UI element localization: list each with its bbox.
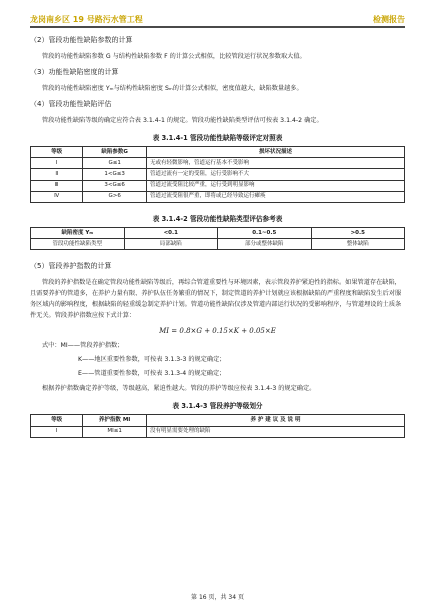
table-header-row — [31, 415, 405, 426]
table-header-cell: 损坏状况描述 — [146, 147, 404, 158]
table-row — [31, 158, 405, 169]
page-number-footer: 第 16 页，共 34 页 — [191, 594, 244, 601]
page-content — [30, 36, 405, 438]
table-cell: 管段功能性缺陷类型 — [31, 239, 125, 250]
section-2-paragraph: 管段的功能性缺陷参数 G 与结构性缺陷参数 F 的计算公式相似，比较管段运行状况参数取大值。 — [42, 53, 306, 60]
table-cell: Ⅲ — [31, 180, 83, 191]
table-header-row — [31, 147, 405, 158]
table-2-caption: 表 3.1.4-2 管段功能性缺陷类型评估参考表 — [152, 214, 283, 223]
header-report-type: 检测报告 — [373, 15, 405, 24]
table-cell: 管道过流受阻很严重，即将或已经导致运行瘫痪 — [146, 191, 404, 202]
table-cell: 无或有轻微影响，管道运行基本不受影响 — [146, 158, 404, 169]
table-cell: 管道过流有一定的受阻，运行受影响不大 — [146, 169, 404, 180]
table-row — [31, 227, 405, 238]
table-cell: MI≤1 — [83, 426, 147, 437]
table-header-cell: 养护指数 MI — [83, 415, 147, 426]
table-header-cell: 等级 — [31, 147, 83, 158]
table-cell: G≤1 — [83, 158, 147, 169]
table-row — [31, 239, 405, 250]
maintenance-index-formula: MI = 0.8×G + 0.15×K + 0.05×E — [159, 327, 276, 336]
defect-grade-table — [30, 146, 405, 203]
table-header-cell: 养 护 建 议 及 说 明 — [146, 415, 404, 426]
section-3-heading: （3）功能性缺陷密度的计算 — [30, 68, 119, 76]
table-row — [31, 191, 405, 202]
section-2-heading: （2）管段功能性缺陷参数的计算 — [30, 36, 133, 44]
table-3-caption: 表 3.1.4-3 管段养护等级划分 — [172, 402, 263, 411]
table-cell: 部分或整体缺陷 — [218, 239, 312, 250]
table-cell: Ⅰ — [31, 158, 83, 169]
section-4-paragraph: 管段功能性缺陷等级的确定应符合表 3.1.4-1 的规定。管段功能性缺陷类型评估可按表 3.1.4-2 确定。 — [42, 117, 323, 124]
section-3-paragraph: 管段的功能性缺陷密度 Yₘ与结构性缺陷密度 Sₘ的计算公式相似，密度值越大，缺陷数量越多。 — [42, 85, 303, 92]
section-5-paragraph-2: 根据养护指数确定养护等级，等级越高，紧迫性越大。管段的养护等级应按表 3.1.4-3 的规定确定。 — [42, 385, 316, 393]
table-1-caption: 表 3.1.4-1 管段功能性缺陷等级评定对照表 — [152, 134, 283, 142]
table-cell: G>6 — [83, 191, 147, 202]
table-cell: 3<G≤6 — [83, 180, 147, 191]
table-row — [31, 426, 405, 437]
section-5-paragraph: 管段的养护指数是在确定管段功能性缺陷等级后，再综合管道重要性与环境因素，表示管段养护紧迫性的指标。如果管道存在缺陷，且需要养护的管道多，在养护力量有限、养护队伍任务繁重的情况下，制定管道的养护计划就应该根据缺陷的严重程度和缺陷发生后对服务区域内的影响程度，根据缺陷的轻重缓急制定养护计划。管道功能性缺陷仅涉及管道内部运行状况的受影响程序，与管道埋设的土质条件无关。管段养护指数应按下式计算： — [30, 279, 402, 320]
table-cell: Ⅳ — [31, 191, 83, 202]
table-header-cell: 等级 — [31, 415, 83, 426]
table-cell: >0.5 — [311, 227, 405, 238]
table-header-cell: 缺陷参数G — [83, 147, 147, 158]
page-header — [30, 14, 405, 28]
formula-definition-e: E——管道重要性参数，可按表 3.1.3-4 的规定确定； — [78, 370, 226, 378]
table-cell: Ⅱ — [31, 169, 83, 180]
table-cell: 1<G≤3 — [83, 169, 147, 180]
table-cell: <0.1 — [124, 227, 218, 238]
maintenance-grade-table — [30, 414, 405, 437]
section-5-heading: （5）管段养护指数的计算 — [30, 262, 112, 271]
table-cell: 没有明显需要处理的缺陷 — [146, 426, 404, 437]
formula-definition-k: K——地区重要性参数，可按表 3.1.3-3 的规定确定； — [78, 356, 226, 364]
formula-definition-mi: 式中：MI——管段养护指数； — [42, 342, 124, 350]
table-row — [31, 180, 405, 191]
table-cell: Ⅰ — [31, 426, 83, 437]
table-cell: 缺陷密度 Yₘ — [31, 227, 125, 238]
table-cell: 局部缺陷 — [124, 239, 218, 250]
header-project-title: 龙岗南乡区 19 号路污水管工程 — [30, 15, 143, 24]
table-cell: 整体缺陷 — [311, 239, 405, 250]
section-4-heading: （4）管段功能性缺陷评估 — [30, 100, 112, 108]
defect-type-table — [30, 227, 405, 250]
table-cell: 0.1~0.5 — [218, 227, 312, 238]
table-cell: 管道过流受阻比较严重，运行受到明显影响 — [146, 180, 404, 191]
table-row — [31, 169, 405, 180]
